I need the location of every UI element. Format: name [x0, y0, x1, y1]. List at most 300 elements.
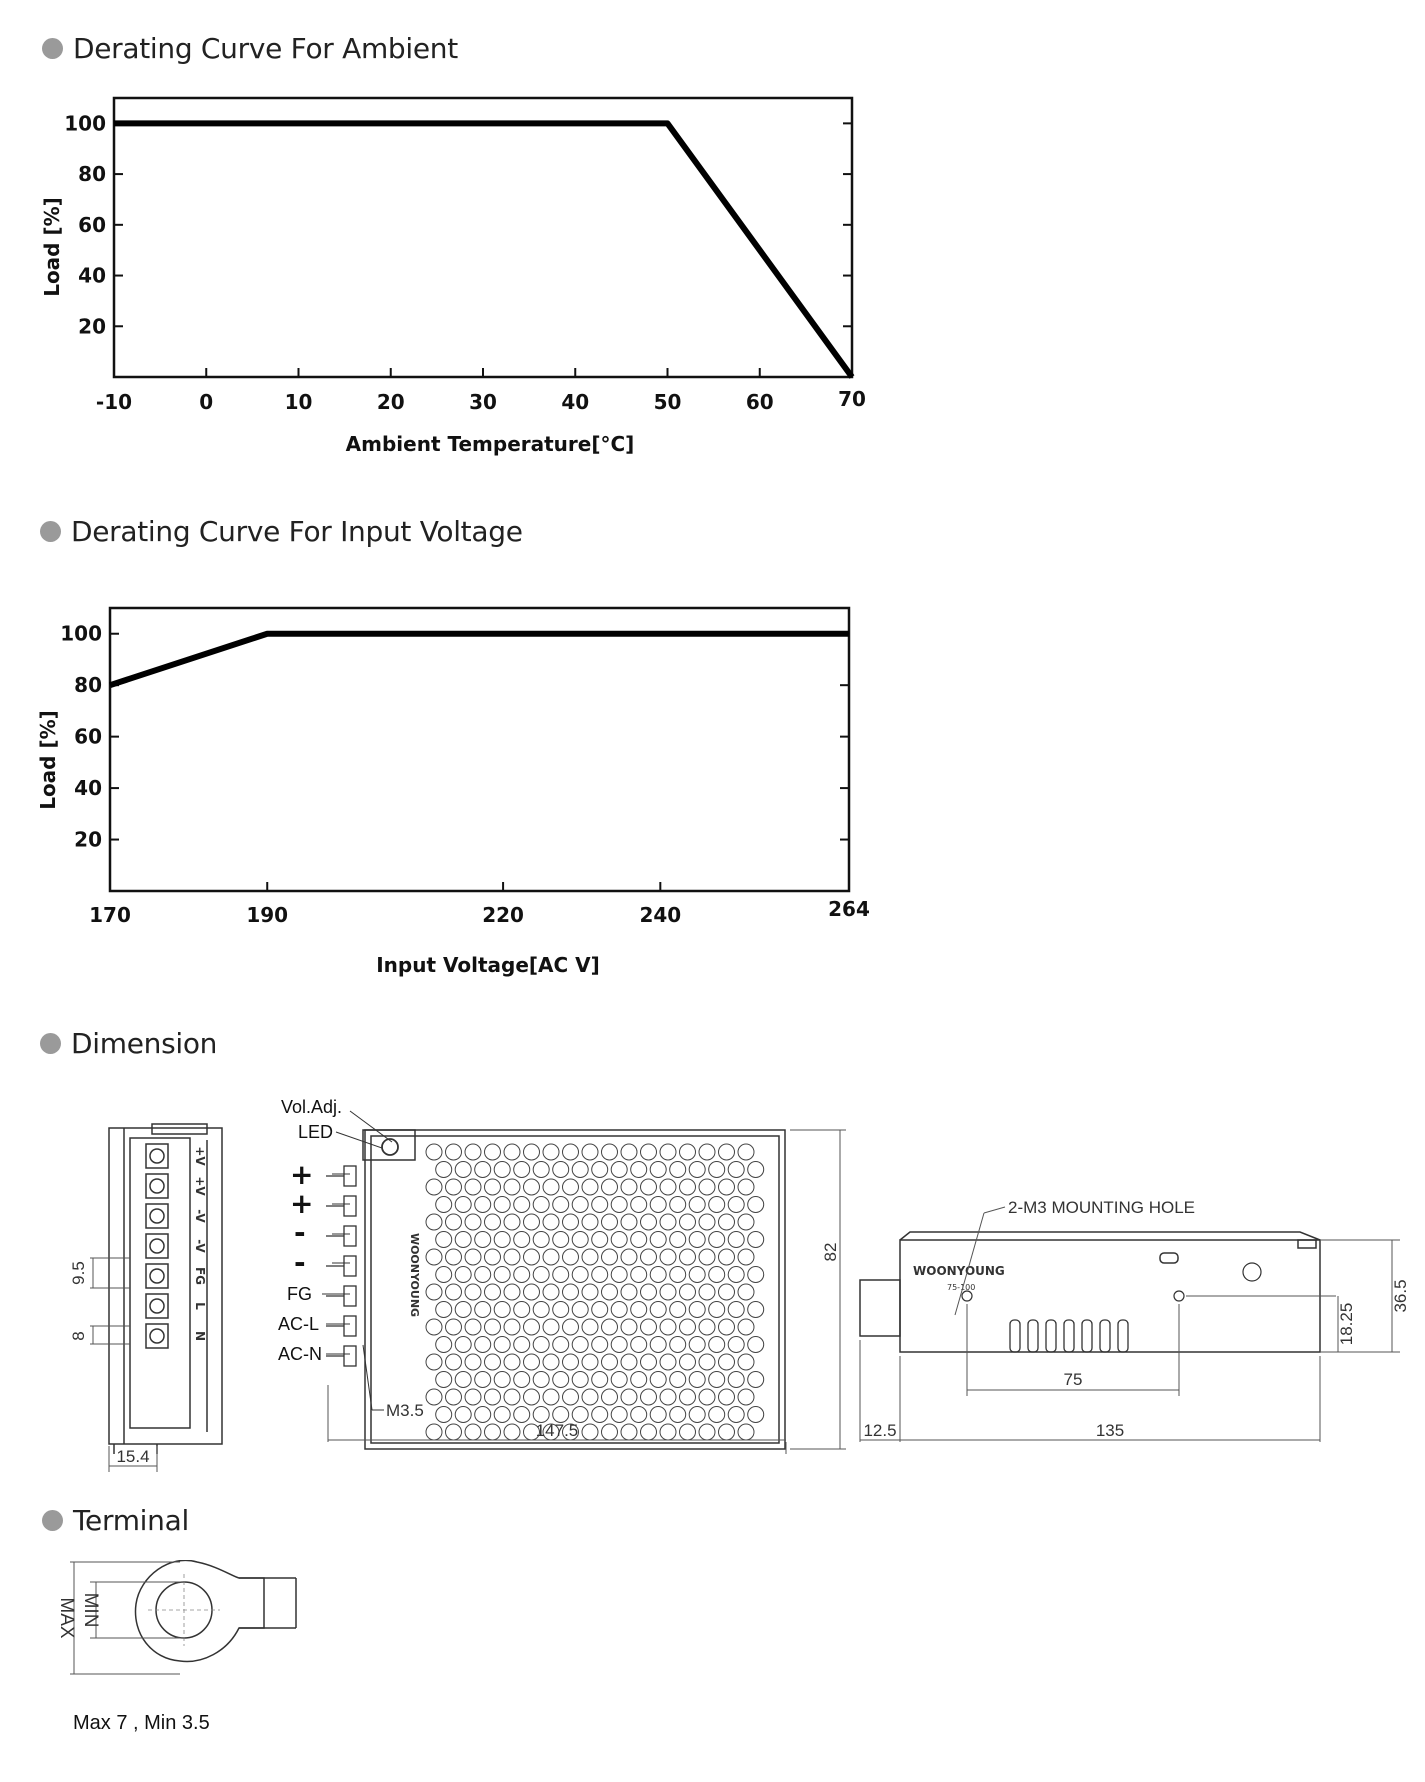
side-vent-slot — [1082, 1320, 1092, 1352]
vent-hole — [641, 1424, 657, 1440]
vent-hole — [543, 1319, 559, 1335]
vent-hole — [602, 1424, 618, 1440]
vent-hole — [592, 1302, 608, 1318]
terminal-label: N — [193, 1330, 207, 1342]
vent-hole — [689, 1267, 705, 1283]
vent-hole — [524, 1389, 540, 1405]
derating-line — [114, 123, 852, 377]
vent-hole — [611, 1232, 627, 1248]
vent-hole — [670, 1302, 686, 1318]
top-terminal-pin — [344, 1316, 356, 1336]
y-tick-label: 40 — [78, 263, 106, 288]
vent-hole — [748, 1407, 764, 1423]
vent-hole — [680, 1284, 696, 1300]
vent-hole — [680, 1354, 696, 1370]
vent-hole — [582, 1144, 598, 1160]
bullet-icon — [40, 1033, 61, 1054]
vent-hole — [543, 1284, 559, 1300]
vent-hole — [572, 1302, 588, 1318]
vent-hole — [738, 1284, 754, 1300]
vent-hole — [504, 1424, 520, 1440]
vent-hole — [660, 1214, 676, 1230]
vent-hole — [709, 1302, 725, 1318]
x-tick-label: 70 — [838, 387, 866, 411]
vent-hole — [709, 1372, 725, 1388]
ring-terminal-outline — [135, 1560, 264, 1661]
vent-hole — [446, 1319, 462, 1335]
side-vent-slot — [1118, 1320, 1128, 1352]
dim-hole-spacing: 75 — [1063, 1370, 1083, 1389]
vent-hole — [709, 1407, 725, 1423]
section-title-text: Terminal — [73, 1504, 189, 1537]
section-title-text: Derating Curve For Ambient — [73, 32, 458, 65]
y-tick-label: 60 — [74, 724, 102, 749]
vent-hole — [660, 1424, 676, 1440]
vent-hole — [514, 1407, 530, 1423]
terminal-screw-icon — [150, 1299, 164, 1313]
y-tick-label: 100 — [60, 621, 102, 646]
vent-hole — [592, 1372, 608, 1388]
vent-hole — [709, 1267, 725, 1283]
vent-hole — [631, 1267, 647, 1283]
vent-hole — [543, 1354, 559, 1370]
vent-hole — [660, 1389, 676, 1405]
vent-hole — [543, 1144, 559, 1160]
vent-hole — [621, 1319, 637, 1335]
vent-hole — [621, 1179, 637, 1195]
vent-hole — [641, 1179, 657, 1195]
vent-hole — [592, 1337, 608, 1353]
x-tick-label: 0 — [199, 390, 214, 414]
vent-hole — [572, 1372, 588, 1388]
callout-minus-2: - — [294, 1246, 306, 1279]
vent-hole — [699, 1249, 715, 1265]
callout-plus-1: + — [290, 1158, 314, 1191]
vent-hole — [728, 1302, 744, 1318]
vent-hole — [631, 1302, 647, 1318]
vent-hole — [475, 1337, 491, 1353]
vent-hole — [611, 1302, 627, 1318]
vent-hole — [455, 1302, 471, 1318]
vent-hole — [699, 1319, 715, 1335]
vent-hole — [494, 1232, 510, 1248]
vent-hole — [728, 1407, 744, 1423]
vent-hole — [631, 1197, 647, 1213]
vent-hole — [426, 1179, 442, 1195]
vent-hole — [475, 1162, 491, 1178]
vent-hole — [485, 1424, 501, 1440]
vent-hole — [699, 1424, 715, 1440]
terminal-screw-icon — [150, 1209, 164, 1223]
vent-hole — [592, 1232, 608, 1248]
vent-hole — [650, 1232, 666, 1248]
vent-hole — [602, 1144, 618, 1160]
dim-offset: 12.5 — [863, 1421, 897, 1440]
vent-hole — [650, 1407, 666, 1423]
vent-hole — [475, 1407, 491, 1423]
dim-depth: 36.5 — [1391, 1279, 1410, 1313]
vent-hole — [748, 1197, 764, 1213]
side-model-text: 75-100 — [947, 1283, 976, 1292]
vent-hole — [485, 1144, 501, 1160]
vent-hole — [514, 1197, 530, 1213]
vent-hole — [572, 1267, 588, 1283]
vent-hole — [475, 1302, 491, 1318]
vent-hole — [465, 1284, 481, 1300]
vent-hole — [572, 1337, 588, 1353]
callout-screw: M3.5 — [386, 1401, 424, 1420]
vent-hole — [748, 1267, 764, 1283]
vent-hole — [670, 1407, 686, 1423]
vent-hole — [465, 1389, 481, 1405]
vent-hole — [738, 1214, 754, 1230]
terminal-label: FG — [193, 1266, 207, 1286]
dim-side-width: 15.4 — [116, 1447, 150, 1466]
vent-hole — [465, 1144, 481, 1160]
x-tick-label: 240 — [639, 903, 682, 927]
vent-hole — [748, 1372, 764, 1388]
vent-hole — [436, 1337, 452, 1353]
vent-hole — [689, 1407, 705, 1423]
vent-hole — [621, 1354, 637, 1370]
vent-hole — [533, 1197, 549, 1213]
vent-hole — [738, 1319, 754, 1335]
vent-hole — [436, 1197, 452, 1213]
callout-acl: AC-L — [278, 1314, 320, 1334]
vent-hole — [611, 1407, 627, 1423]
vent-hole — [641, 1284, 657, 1300]
top-terminal-pin — [344, 1196, 356, 1216]
vent-hole — [738, 1249, 754, 1265]
vent-hole — [436, 1407, 452, 1423]
vent-hole — [621, 1144, 637, 1160]
y-tick-label: 20 — [74, 827, 102, 852]
vent-hole — [455, 1407, 471, 1423]
vent-hole — [553, 1302, 569, 1318]
x-axis-label: Ambient Temperature[°C] — [345, 432, 635, 456]
vent-hole — [592, 1267, 608, 1283]
vent-hole — [699, 1354, 715, 1370]
vent-hole — [553, 1337, 569, 1353]
vent-hole — [563, 1319, 579, 1335]
vent-hole — [699, 1389, 715, 1405]
vent-hole — [465, 1179, 481, 1195]
ring-terminal-drawing — [0, 1560, 340, 1710]
vent-hole — [533, 1232, 549, 1248]
side-vent-slot — [1046, 1320, 1056, 1352]
vent-hole — [504, 1249, 520, 1265]
vent-hole — [485, 1214, 501, 1230]
vent-hole — [494, 1337, 510, 1353]
vent-hole — [436, 1162, 452, 1178]
vent-hole — [592, 1162, 608, 1178]
vent-hole — [719, 1354, 735, 1370]
vent-hole — [719, 1389, 735, 1405]
vent-hole — [641, 1389, 657, 1405]
vent-hole — [504, 1144, 520, 1160]
vent-hole — [602, 1284, 618, 1300]
callout-plus-2: + — [290, 1187, 314, 1220]
vent-hole — [543, 1214, 559, 1230]
vent-hole — [533, 1162, 549, 1178]
section-title-text: Dimension — [71, 1027, 218, 1060]
vent-hole — [680, 1389, 696, 1405]
y-tick-label: 80 — [78, 162, 106, 187]
vent-hole — [455, 1197, 471, 1213]
vent-hole — [670, 1372, 686, 1388]
vent-hole — [631, 1162, 647, 1178]
vent-hole — [436, 1372, 452, 1388]
vent-hole — [582, 1424, 598, 1440]
top-view-body — [365, 1130, 785, 1449]
vent-hole — [426, 1354, 442, 1370]
side-hole-1 — [962, 1291, 972, 1301]
vent-hole — [572, 1162, 588, 1178]
vent-hole — [738, 1354, 754, 1370]
vent-hole — [553, 1162, 569, 1178]
vent-hole — [728, 1162, 744, 1178]
vent-hole — [660, 1284, 676, 1300]
vent-hole — [533, 1302, 549, 1318]
side-brand-text: WOONYOUNG — [913, 1264, 1005, 1278]
vent-hole — [631, 1232, 647, 1248]
vent-hole — [504, 1284, 520, 1300]
vent-hole — [621, 1424, 637, 1440]
vent-hole — [475, 1232, 491, 1248]
vent-hole — [475, 1372, 491, 1388]
vent-hole — [426, 1319, 442, 1335]
vol-adj-knob — [382, 1139, 398, 1155]
vent-hole — [446, 1144, 462, 1160]
vent-hole — [611, 1372, 627, 1388]
vent-hole — [719, 1424, 735, 1440]
vent-hole — [514, 1302, 530, 1318]
callout-acn: AC-N — [278, 1344, 322, 1364]
y-tick-label: 80 — [74, 673, 102, 698]
vent-hole — [504, 1179, 520, 1195]
vent-hole — [680, 1144, 696, 1160]
vent-hole — [582, 1319, 598, 1335]
vent-hole — [738, 1179, 754, 1195]
vent-hole — [660, 1144, 676, 1160]
vent-hole — [465, 1249, 481, 1265]
y-axis-label: Load [%] — [40, 197, 64, 297]
dim-height: 82 — [821, 1242, 840, 1262]
terminal-label: +V — [193, 1176, 207, 1196]
vent-hole — [611, 1267, 627, 1283]
vent-hole — [680, 1249, 696, 1265]
dim-length: 147.5 — [535, 1421, 579, 1440]
vent-hole — [446, 1249, 462, 1265]
vent-hole — [602, 1214, 618, 1230]
vent-hole — [748, 1337, 764, 1353]
vent-hole — [689, 1372, 705, 1388]
vent-hole — [689, 1162, 705, 1178]
x-tick-label: 264 — [828, 897, 870, 921]
vent-hole — [494, 1267, 510, 1283]
y-tick-label: 40 — [74, 776, 102, 801]
vent-hole — [719, 1249, 735, 1265]
vent-hole — [494, 1197, 510, 1213]
vent-hole — [719, 1179, 735, 1195]
vent-hole — [446, 1389, 462, 1405]
vent-hole — [543, 1179, 559, 1195]
side-hole-2 — [1174, 1291, 1184, 1301]
vent-hole — [728, 1267, 744, 1283]
vent-hole — [602, 1319, 618, 1335]
vent-hole — [436, 1232, 452, 1248]
x-tick-label: 220 — [482, 903, 524, 927]
dim-width8: 8 — [69, 1331, 88, 1341]
vent-hole — [485, 1179, 501, 1195]
vent-hole — [504, 1319, 520, 1335]
vent-hole — [728, 1232, 744, 1248]
vent-hole — [660, 1249, 676, 1265]
vent-hole — [563, 1249, 579, 1265]
vent-hole — [582, 1179, 598, 1195]
vent-hole — [719, 1214, 735, 1230]
side-vent-slot — [1064, 1320, 1074, 1352]
vent-hole — [504, 1354, 520, 1370]
top-brand-text: WOONYOUNG — [408, 1232, 421, 1318]
vent-hole — [602, 1179, 618, 1195]
vent-hole — [543, 1389, 559, 1405]
vent-hole — [631, 1407, 647, 1423]
vent-hole — [650, 1302, 666, 1318]
vent-hole — [524, 1354, 540, 1370]
vent-hole — [582, 1249, 598, 1265]
vent-hole — [621, 1284, 637, 1300]
vent-hole — [650, 1197, 666, 1213]
side-vent-slot — [1010, 1320, 1020, 1352]
vent-hole — [709, 1162, 725, 1178]
vent-hole — [660, 1319, 676, 1335]
x-tick-label: 10 — [284, 390, 313, 414]
x-tick-label: 40 — [561, 390, 590, 414]
vent-hole — [689, 1302, 705, 1318]
vent-hole — [650, 1162, 666, 1178]
ambient-derating-chart — [0, 0, 1425, 480]
vent-hole — [494, 1302, 510, 1318]
vent-hole — [738, 1389, 754, 1405]
dim-pitch: 9.5 — [69, 1261, 88, 1285]
vent-hole — [670, 1197, 686, 1213]
vent-hole — [719, 1319, 735, 1335]
vent-hole — [563, 1144, 579, 1160]
vent-hole — [485, 1249, 501, 1265]
vent-hole — [641, 1354, 657, 1370]
top-terminal-pin — [344, 1286, 356, 1306]
top-terminal-pin — [344, 1226, 356, 1246]
vent-hole — [504, 1389, 520, 1405]
vent-hole — [650, 1372, 666, 1388]
vent-hole — [592, 1197, 608, 1213]
vent-hole — [465, 1354, 481, 1370]
top-terminal-pin — [344, 1256, 356, 1276]
dim-hole-height: 18.25 — [1337, 1302, 1356, 1346]
terminal-label: -V — [193, 1239, 207, 1253]
vent-hole — [524, 1214, 540, 1230]
vent-hole — [553, 1267, 569, 1283]
x-tick-label: 190 — [246, 903, 289, 927]
callout-led: LED — [298, 1122, 334, 1142]
vent-hole — [533, 1372, 549, 1388]
vent-hole — [553, 1372, 569, 1388]
vent-hole — [728, 1337, 744, 1353]
vent-hole — [621, 1389, 637, 1405]
vent-hole — [650, 1267, 666, 1283]
terminal-label: L — [193, 1302, 207, 1310]
vent-hole — [524, 1249, 540, 1265]
vent-hole — [446, 1179, 462, 1195]
vent-hole — [602, 1389, 618, 1405]
vent-hole — [611, 1162, 627, 1178]
x-tick-label: 50 — [653, 390, 682, 414]
vent-hole — [602, 1354, 618, 1370]
vent-hole — [436, 1302, 452, 1318]
vent-hole — [533, 1337, 549, 1353]
vent-hole — [465, 1424, 481, 1440]
vent-hole — [631, 1337, 647, 1353]
vent-hole — [426, 1424, 442, 1440]
vent-hole — [709, 1232, 725, 1248]
vent-hole — [494, 1162, 510, 1178]
vent-hole — [475, 1197, 491, 1213]
y-axis-label: Load [%] — [36, 710, 60, 810]
y-tick-label: 100 — [64, 111, 106, 136]
vent-hole — [563, 1284, 579, 1300]
vent-hole — [455, 1232, 471, 1248]
vent-hole — [426, 1249, 442, 1265]
terminal-label: +V — [193, 1146, 207, 1166]
vent-hole — [709, 1197, 725, 1213]
vent-hole — [602, 1249, 618, 1265]
vent-hole — [670, 1267, 686, 1283]
x-tick-label: 30 — [469, 390, 497, 414]
y-tick-label: 60 — [78, 212, 106, 237]
vent-hole — [514, 1337, 530, 1353]
x-axis-label: Input Voltage[AC V] — [376, 953, 600, 977]
vent-hole — [465, 1214, 481, 1230]
terminal-screw-icon — [150, 1269, 164, 1283]
vent-hole — [455, 1372, 471, 1388]
terminal-max-label: MAX — [56, 1597, 77, 1639]
vent-hole — [748, 1302, 764, 1318]
section-title-text: Derating Curve For Input Voltage — [71, 515, 523, 548]
vent-hole — [426, 1214, 442, 1230]
vent-hole — [572, 1232, 588, 1248]
vent-hole — [553, 1197, 569, 1213]
terminal-label: -V — [193, 1209, 207, 1223]
vent-hole — [641, 1319, 657, 1335]
vent-hole — [494, 1407, 510, 1423]
vent-hole — [670, 1232, 686, 1248]
terminal-screw-icon — [150, 1239, 164, 1253]
callout-vol-adj: Vol.Adj. — [281, 1097, 343, 1117]
vent-hole — [719, 1284, 735, 1300]
vent-hole — [504, 1214, 520, 1230]
callout-fg: FG — [287, 1284, 312, 1304]
vent-hole — [689, 1337, 705, 1353]
vent-hole — [680, 1179, 696, 1195]
vent-hole — [455, 1162, 471, 1178]
vent-hole — [436, 1267, 452, 1283]
derating-line — [110, 634, 849, 685]
vent-hole — [611, 1337, 627, 1353]
vent-hole — [446, 1214, 462, 1230]
side-screw-icon — [1243, 1263, 1261, 1281]
vent-hole — [524, 1284, 540, 1300]
